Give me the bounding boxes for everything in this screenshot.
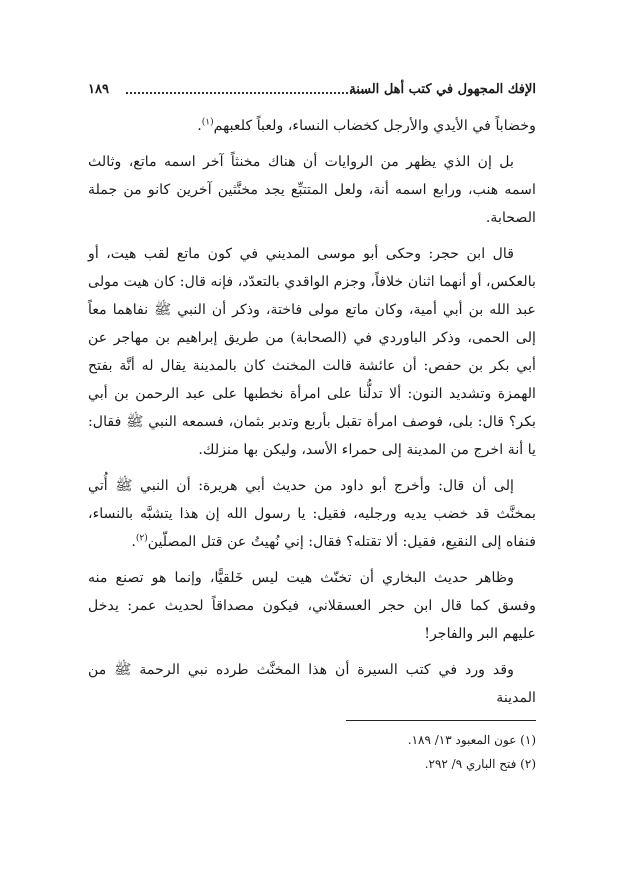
dot-leader [126, 92, 368, 94]
paragraph-4 [88, 472, 536, 556]
paragraph-4-tail: . [131, 534, 136, 550]
paragraph-2: بل إن الذي يظهر من الروايات أن هناك مخنثاً آخر اسمه ماتع، وثالث اسمه هنب، ورابع اسمه أنة، ولعل المتتبِّع يجد مخنَّثين آخرين كانو من جملة الصحابة. [88, 154, 536, 226]
footnote-ref-1[interactable]: (١) [201, 117, 214, 128]
footnote-2: (٢) فتح الباري ٩/ ٢٩٢. [424, 757, 536, 771]
running-header [88, 80, 536, 104]
footnote-separator [346, 720, 536, 721]
paragraph-1-tail: . [197, 118, 202, 134]
paragraph-1-text: وخضاباً في الأيدي والأرجل كخضاب النساء، ولعباً كلعبهم [213, 118, 536, 134]
paragraph-3: قال ابن حجر: وحكى أبو موسى المديني في كون ماتع لقب هيت، أو بالعكس، أو أنهما اثنان خلافاً، وجزم الواقدي بالتعدّد، فإنه قال: كان هيت مولى عبد الله بن أبي أمية، وكان ماتع مولى فاختة، وذكر أن النبي ﷺ نفاهما معاً إلى الحمى، وذكر الباوردي في (الصحابة) من طريق إبراهيم بن مهاجر عن أبي بكر بن حفص: أن عائشة قالت المخنث كان بالمدينة يقال له أنَّة بفتح الهمزة وتشديد النون: ألا تدلُّنا على امرأة نخطبها على عبد الرحمن بن أبي بكر؟ قال: بلى، فوصف امرأة تقبل بأربع وتدبر بثمان، فسمعه النبي ﷺ فقال: يا أنة اخرج من المدينة إلى حمراء الأسد، وليكن بها منزلك. [88, 246, 536, 458]
paragraph-4-text: إلى أن قال: وأخرج أبو داود من حديث أبي هريرة: أن النبي ﷺ أُتي بمخنَّث قد خضب يديه ورجليه، فقيل: يا رسول الله إن هذا يتشبَّه بالنساء، فنفاه إلى النقيع، فقيل: ألا تقتله؟ فقال: إني نُهيتُ عن قتل المصلّين [88, 478, 536, 550]
main-text [88, 112, 536, 712]
footnote-ref-2[interactable]: (٢) [135, 533, 148, 544]
running-title: الإفك المجهول في كتب أهل السنة [349, 82, 536, 97]
footnote-1: (١) عون المعبود ١٣/ ١٨٩. [407, 733, 536, 747]
paragraph-5: وظاهر حديث البخاري أن تخنّث هيت ليس خَلقيًّا، وإنما هو تصنع منه وفسق كما قال ابن حجر العسقلاني، فيكون مصداقاً لحديث عمر: يدخل عليهم البر والفاجر! [88, 570, 536, 642]
paragraph-1 [88, 112, 536, 140]
paragraph-6: وقد ورد في كتب السيرة أن هذا المخنَّث طرده نبي الرحمة ﷺ من المدينة [88, 662, 536, 706]
page-number: ١٨٩ [88, 82, 109, 97]
footnotes [88, 728, 536, 776]
